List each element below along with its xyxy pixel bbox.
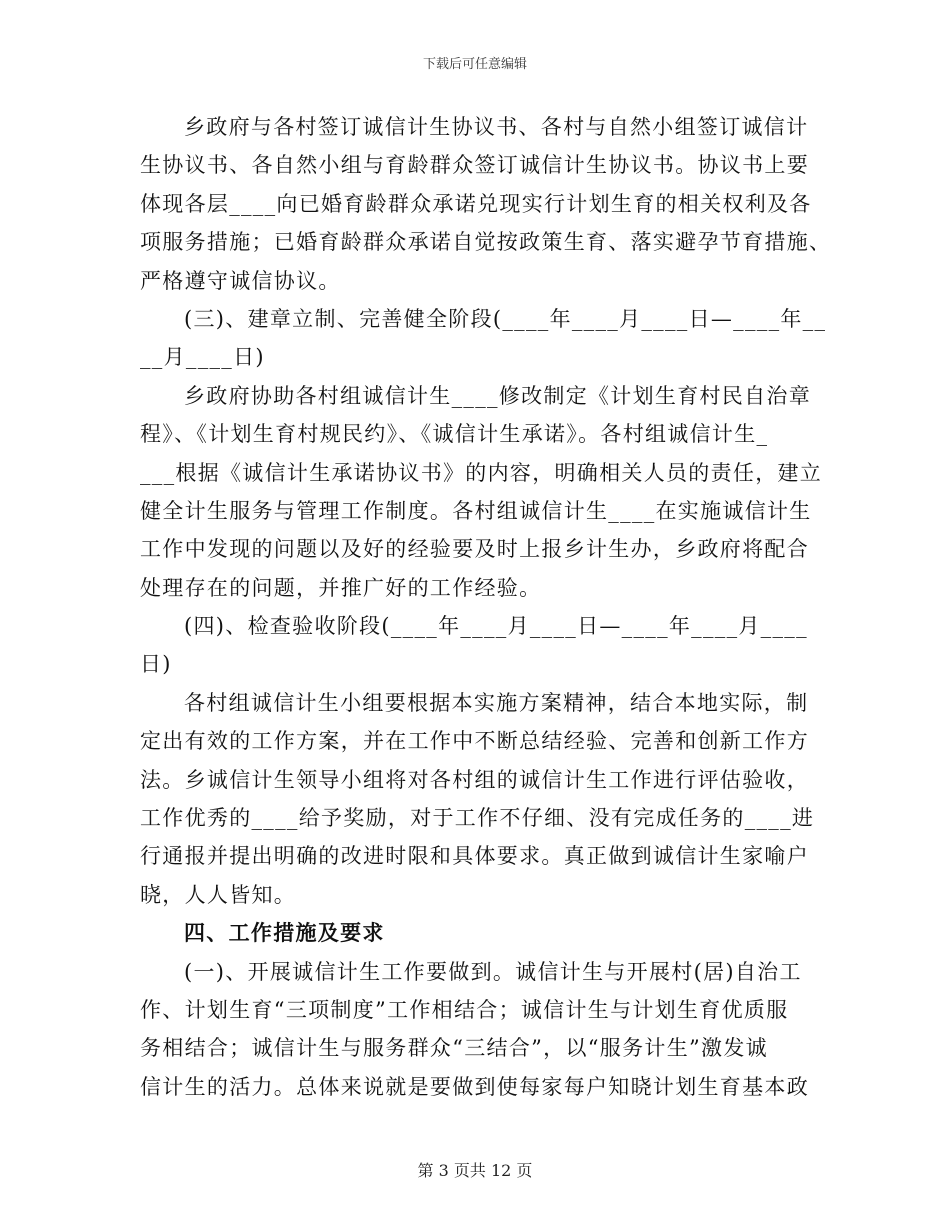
paragraph-line: 乡政府与各村签订诚信计生协议书、各村与自然小组签订诚信计 [184, 115, 809, 139]
paragraph-line: 信计生的活力。总体来说就是要做到使每家每户知晓计划生育基本政 [140, 1074, 809, 1099]
paragraph-line: 晓，人人皆知。 [140, 882, 297, 907]
paragraph-line: 各村组诚信计生小组要根据本实施方案精神，结合本地实际，制 [184, 690, 809, 715]
paragraph-line: 作、计划生育“三项制度”工作相结合；诚信计生与计划生育优质服 [140, 997, 789, 1022]
paragraph-line: 健全计生服务与管理工作制度。各村组诚信计生____在实施诚信计生 [140, 498, 812, 523]
section-heading-line: __月____日) [140, 345, 265, 370]
paragraph-line: 工作中发现的问题以及好的经验要及时上报乡计生办，乡政府将配合 [140, 537, 809, 562]
paragraph-line: 工作优秀的____给予奖励，对于工作不仔细、没有完成任务的____进 [140, 806, 815, 831]
chapter-heading: 四、工作措施及要求 [184, 920, 385, 946]
page-header: 下载后可任意编辑 [422, 57, 527, 72]
section-heading-line: (四)、检查验收阶段(____年____月____日—____年____月____ [184, 614, 808, 639]
paragraph-line: 行通报并提出明确的改进时限和具体要求。真正做到诚信计生家喻户 [140, 844, 809, 869]
paragraph-line: ___根据《诚信计生承诺协议书》的内容，明确相关人员的责任，建立 [140, 460, 823, 485]
page-footer: 第 3 页共 12 页 [417, 1161, 533, 1180]
paragraph-line: 务相结合；诚信计生与服务群众“三结合”，以“服务计生”激发诚 [140, 1036, 768, 1061]
paragraph-line: 乡政府协助各村组诚信计生____修改制定《计划生育村民自治章 [184, 383, 811, 408]
paragraph-line: 定出有效的工作方案，并在工作中不断总结经验、完善和创新工作方 [140, 729, 809, 754]
paragraph-line: (一)、开展诚信计生工作要做到。诚信计生与开展村(居)自治工 [184, 959, 802, 984]
paragraph-line: 处理存在的问题，并推广好的工作经验。 [140, 575, 542, 600]
section-heading-line: 日) [140, 652, 172, 677]
paragraph-line: 项服务措施；已婚育龄群众承诺自觉按政策生育、落实避孕节育措施、 [140, 230, 832, 255]
paragraph-line: 法。乡诚信计生领导小组将对各村组的诚信计生工作进行评估验收， [140, 767, 809, 792]
paragraph-line: 体现各层____向已婚育龄群众承诺兑现实行计划生育的相关权利及各 [140, 191, 812, 216]
section-heading-line: (三)、建章立制、完善健全阶段(____年____月____日—____年__ [184, 306, 827, 331]
document-body [140, 108, 832, 1106]
paragraph-line: 严格遵守诚信协议。 [140, 268, 341, 293]
paragraph-line: 生协议书、各自然小组与育龄群众签订诚信计生协议书。协议书上要 [140, 153, 809, 178]
paragraph-line: 程》、《计划生育村规民约》、《诚信计生承诺》。各村组诚信计生_ [140, 422, 769, 447]
